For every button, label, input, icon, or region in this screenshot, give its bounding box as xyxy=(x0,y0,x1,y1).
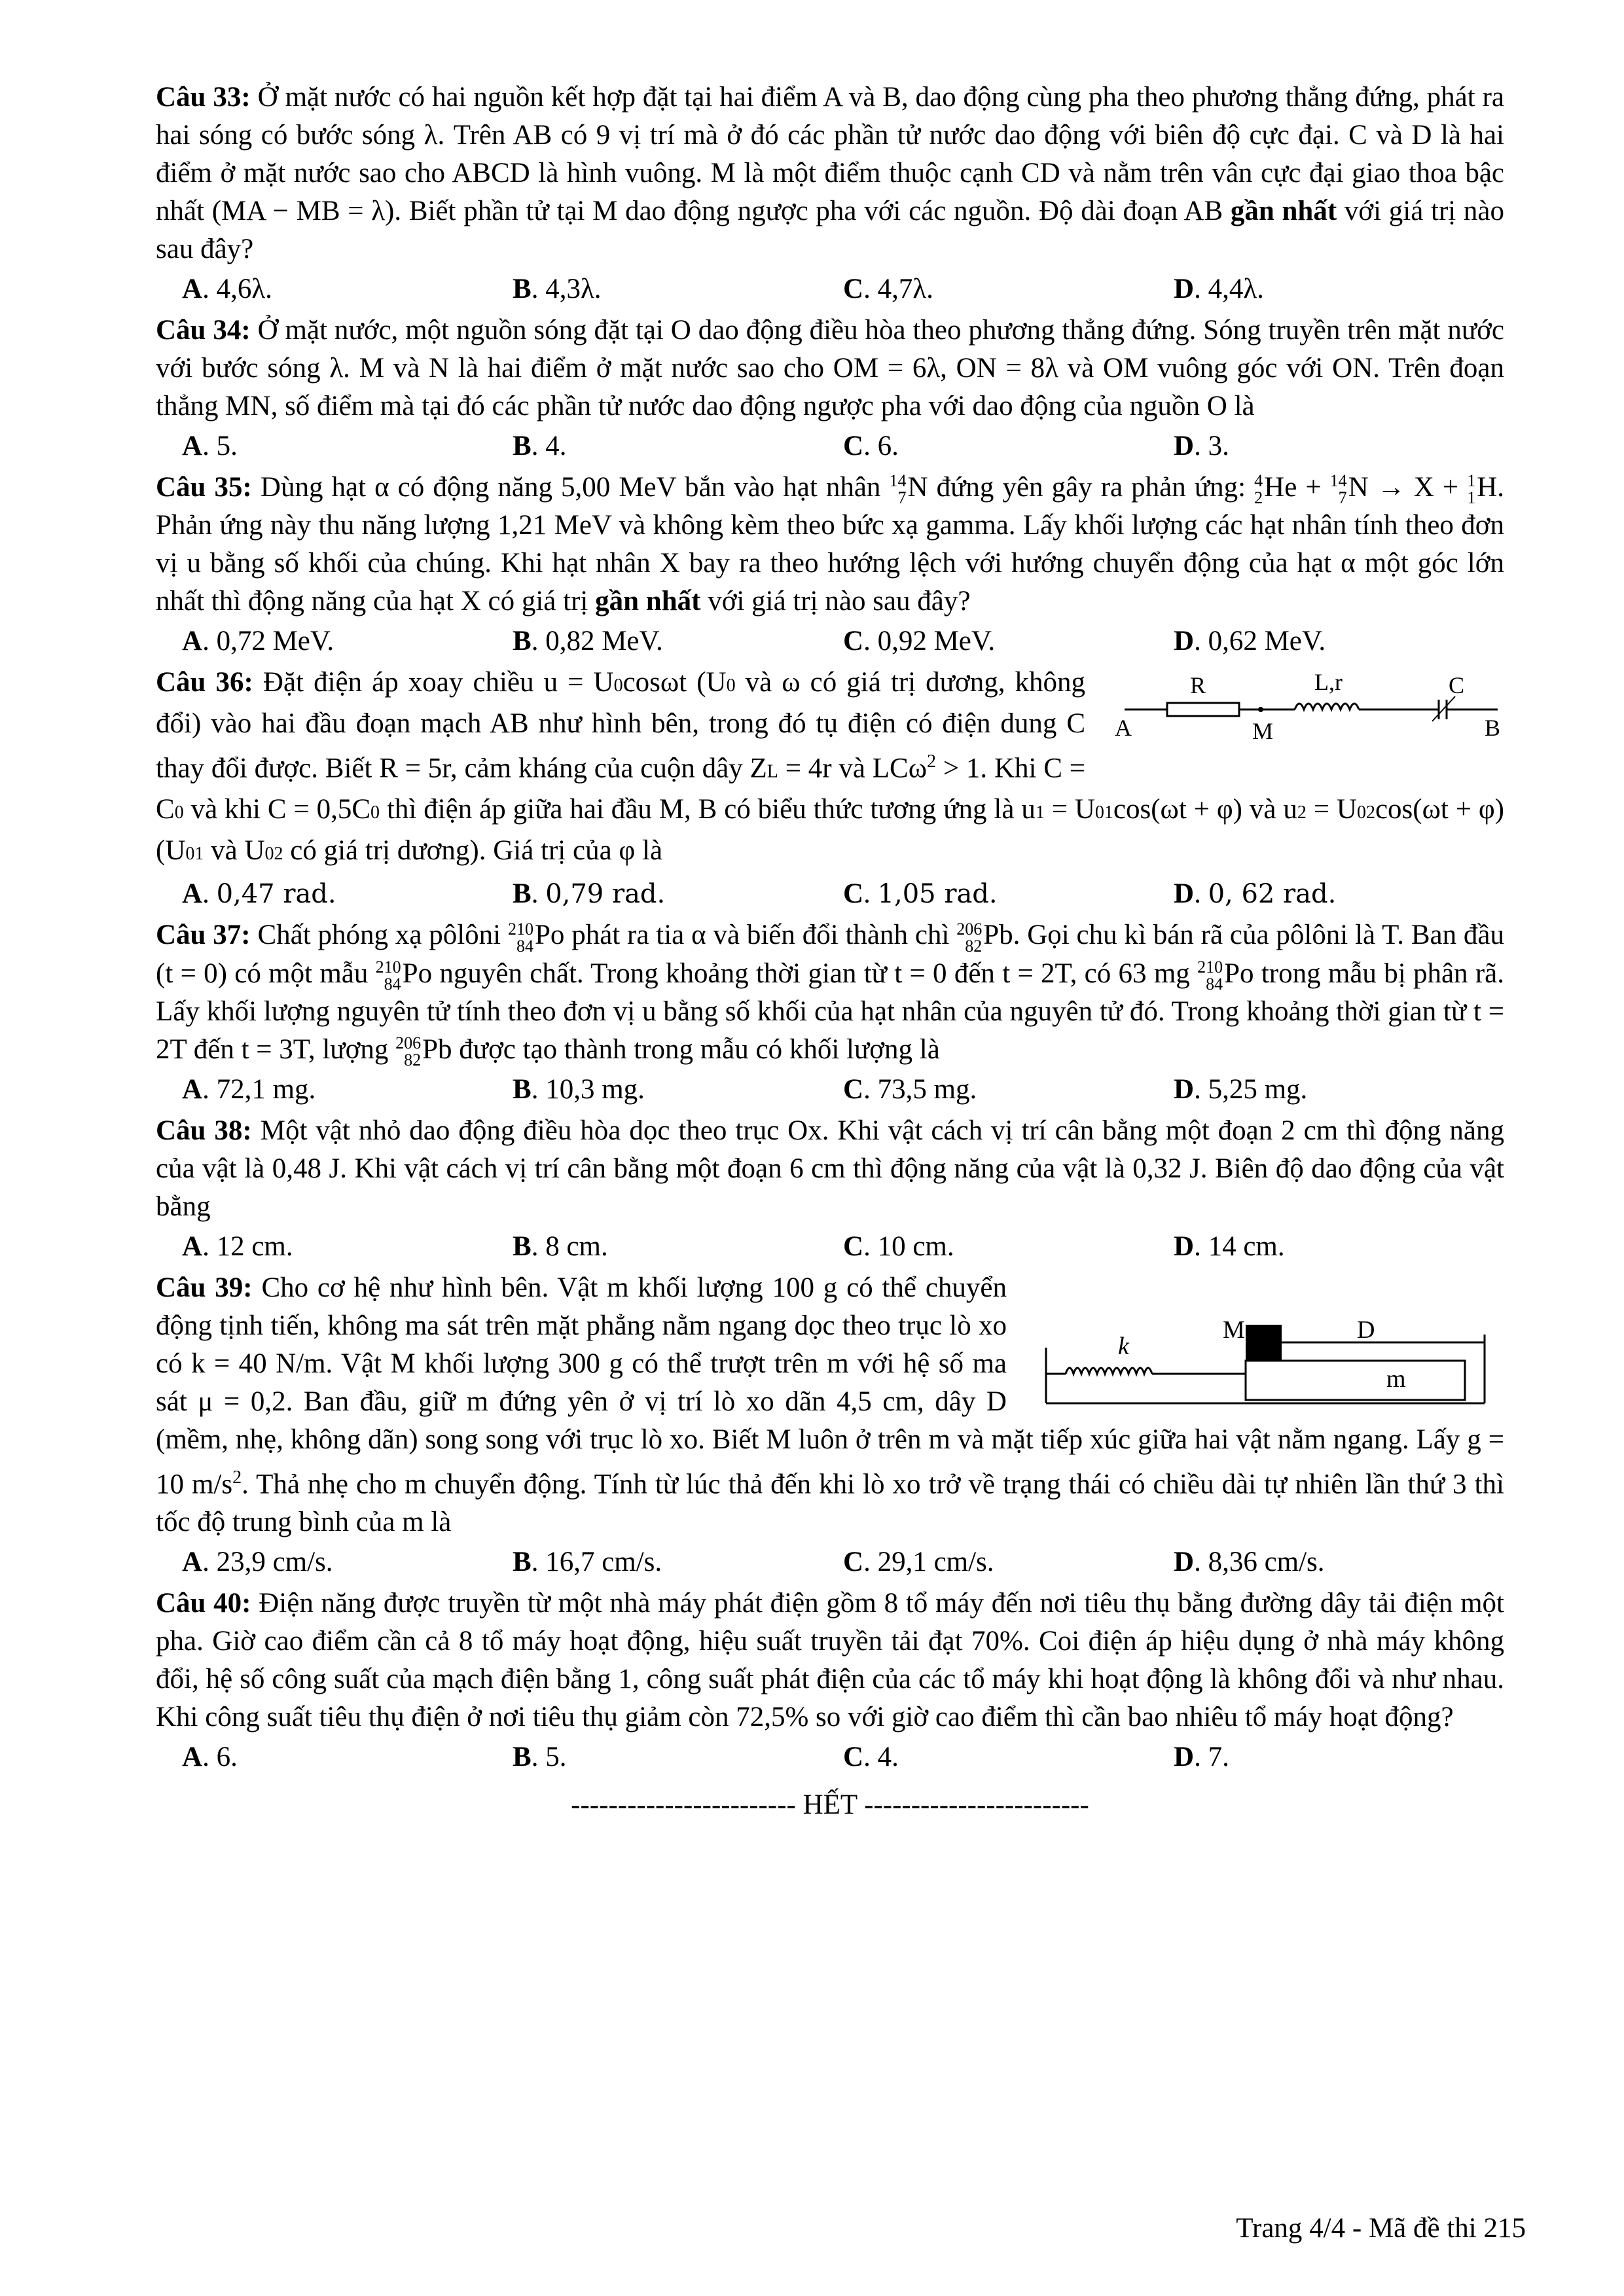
option-d[interactable]: D. 4,4λ. xyxy=(1174,274,1264,304)
option-b[interactable]: B. 5. xyxy=(513,1742,567,1773)
nuclide-po210: 210 84 xyxy=(507,919,533,956)
question-40: Câu 40: Điện năng được truyền từ một nhà máy phát điện gồm 8 tổ máy đến nơi tiêu thụ bằng đường dây tải điện một pha. Giờ cao điểm cần cả 8 tổ máy hoạt động, hiệu suất truyền tải đạt 70%. Coi điện áp hiệu dụng ở nhà máy không đổi, hệ số công suất của mạch điện bằng 1, công suất phát điện của các tổ máy khi hoạt động là không đổi và như nhau. Khi công suất tiêu thụ điện ở nơi tiêu thụ giảm còn 72,5% so với giờ cao điểm thì cần bao nhiêu tổ máy hoạt động? xyxy=(156,1588,1504,1733)
options-35 xyxy=(182,623,1504,660)
nuclide-po210: 210 84 xyxy=(375,957,401,994)
option-b[interactable]: B. 16,7 cm/s. xyxy=(513,1547,662,1578)
option-d[interactable]: D. 7. xyxy=(1174,1742,1229,1773)
option-a[interactable]: A. 5. xyxy=(182,431,238,461)
nuclide-pb206: 206 82 xyxy=(956,919,983,956)
exam-page xyxy=(156,79,1504,1821)
nuclide-h1: 1 1 xyxy=(1467,471,1476,508)
option-c[interactable]: C. 10 cm. xyxy=(843,1230,954,1262)
options-38 xyxy=(182,1229,1504,1265)
option-a[interactable]: A. 12 cm. xyxy=(182,1230,293,1262)
nuclide-n14: 14 7 xyxy=(1329,471,1347,508)
options-33 xyxy=(182,271,1504,308)
question-35: Câu 35: Dùng hạt α có động năng 5,00 MeV bắn vào hạt nhân 14 7 N đứng yên gây ra phản ứng: 4 2 He + 14 7 N → X + 1 1 H. Phản ứng này thu năng lượng 1,21 MeV và không kèm theo bức xạ gamma. Lấy khối lượng các hạt nhân tính theo đơn vị u bằng số khối của chúng. Khi hạt nhân X bay ra theo hướng lệch với hướng chuyển động của hạt α một góc lớn nhất thì động năng của hạt X có giá trị gần nhất với giá trị nào sau đây? xyxy=(156,471,1505,617)
option-d[interactable]: D. 8,36 cm/s. xyxy=(1174,1547,1325,1578)
options-40 xyxy=(182,1739,1504,1776)
label-m: M xyxy=(1252,718,1274,745)
spring xyxy=(1066,1368,1152,1374)
question-36: Câu 36: Đặt điện áp xoay chiều u = U0cosωt (U0 và ω có giá trị dương, không đổi) vào hai đầu đoạn mạch AB như hình bên, trong đó tụ điện có điện dung C thay đổi được. Biết R = 5r, cảm kháng của cuộn dây ZL = 4r và LCω$^2$ > 1. Khi C = C0 và khi C = 0,5C0 thì điện áp giữa hai đầu M, B có biểu thức tương ứng là u1 = U01cos(ωt + φ) và u2 = U02cos(ωt + φ) (U01 và U02 có giá trị dương). Giá trị của φ là xyxy=(156,667,1504,867)
option-c[interactable]: C. 0,92 MeV. xyxy=(843,626,996,657)
option-b[interactable]: B. 10,3 mg. xyxy=(513,1073,645,1105)
resistor xyxy=(1167,703,1239,716)
option-c[interactable]: C. 1,05 rad. xyxy=(843,878,998,910)
option-a[interactable]: A. 0,47 rad. xyxy=(182,878,336,910)
label-d: D xyxy=(1357,1316,1375,1344)
option-c[interactable]: C. 73,5 mg. xyxy=(843,1073,977,1105)
question-33: Câu 33: Ở mặt nước có hai nguồn kết hợp đặt tại hai điểm A và B, dao động cùng pha theo phương thẳng đứng, phát ra hai sóng có bước sóng λ. Trên AB có 9 vị trí mà ở đó các phần tử nước dao động với biên độ cực đại. C và D là hai điểm ở mặt nước sao cho ABCD là hình vuông. M là một điểm thuộc cạnh CD và nằm trên vân cực đại giao thoa bậc nhất (MA − MB = λ). Biết phần tử tại M dao động ngược pha với các nguồn. Độ dài đoạn AB gần nhất với giá trị nào sau đây? xyxy=(156,82,1505,264)
question-37: Câu 37: Chất phóng xạ pôlôni 210 84 Po phát ra tia α và biến đổi thành chì 206 82 Pb. Gọi chu kì bán rã của pôlôni là T. Ban đầu (t = 0) có một mẫu 210 84 Po nguyên chất. Trong khoảng thời gian từ t = 0 đến t = 2T, có 63 mg 210 84 Po trong mẫu bị phân rã. Lấy khối lượng nguyên tử tính theo đơn vị u bằng số khối của hạt nhân của nguyên tử đó. Trong khoảng thời gian từ t = 2T đến t = 3T, lượng 206 82 Pb được tạo thành trong mẫu có khối lượng là xyxy=(156,919,1505,1069)
option-a[interactable]: A. 4,6λ. xyxy=(182,274,272,304)
question-38: Câu 38: Một vật nhỏ dao động điều hòa dọc theo trục Ox. Khi vật cách vị trí cân bằng một đoạn 2 cm thì động năng của vật là 0,48 J. Khi vật cách vị trí cân bằng một đoạn 6 cm thì động năng của vật là 0,32 J. Biên độ dao động của vật bằng xyxy=(156,1115,1505,1222)
option-d[interactable]: D. 0, 62 rad. xyxy=(1174,878,1337,910)
inductor xyxy=(1295,704,1359,709)
nuclide-he4: 4 2 xyxy=(1254,471,1263,508)
option-d[interactable]: D. 5,25 mg. xyxy=(1174,1073,1308,1105)
block-big-m xyxy=(1246,1325,1282,1361)
block-m xyxy=(1246,1361,1465,1400)
options-36 xyxy=(182,876,1504,912)
nuclide-n14: 14 7 xyxy=(889,471,907,508)
end-marker: ------------------------ HẾT ------------------------ xyxy=(571,1789,1089,1821)
option-b[interactable]: B. 8 cm. xyxy=(513,1230,608,1262)
option-c[interactable]: C. 4. xyxy=(843,1742,899,1773)
option-d[interactable]: D. 3. xyxy=(1174,431,1229,461)
options-34 xyxy=(182,428,1504,465)
option-c[interactable]: C. 29,1 cm/s. xyxy=(843,1547,994,1578)
option-b[interactable]: B. 0,79 rad. xyxy=(513,878,666,910)
label-b: B xyxy=(1485,715,1501,742)
question-39: Câu 39: Cho cơ hệ như hình bên. Vật m khối lượng 100 g có thể chuyển động tịnh tiến, không ma sát trên mặt phẳng nằm ngang dọc theo trục lò xo có k = 40 N/m. Vật M khối lượng 300 g có thể trượt trên m với hệ số ma sát μ = 0,2. Ban đầu, giữ m đứng yên ở vị trí lò xo dãn 4,5 cm, dây D (mềm, nhẹ, không dãn) song song với trục lò xo. Biết M luôn ở trên m và mặt tiếp xúc giữa hai vật nằm ngang. Lấy g = 10 $m/s^2$. Thả nhẹ cho m chuyển động. Tính từ lúc thả đến khi lò xo trở về trạng thái có chiều dài tự nhiên lần thứ 3 thì tốc độ trung bình của m là xyxy=(156,1272,1504,1538)
option-a[interactable]: A. 0,72 MeV. xyxy=(182,626,334,657)
nuclide-pb206: 206 82 xyxy=(395,1033,422,1069)
label-small-m: m xyxy=(1386,1365,1406,1393)
option-a[interactable]: A. 6. xyxy=(182,1742,238,1773)
option-d[interactable]: D. 14 cm. xyxy=(1174,1230,1285,1262)
option-b[interactable]: B. 0,82 MeV. xyxy=(513,626,663,657)
option-c[interactable]: C. 4,7λ. xyxy=(843,274,933,304)
label-big-m: M xyxy=(1223,1316,1245,1344)
label-k: k xyxy=(1118,1332,1129,1360)
option-c[interactable]: C. 6. xyxy=(843,431,899,461)
options-39 xyxy=(182,1544,1504,1581)
option-a[interactable]: A. 23,9 cm/s. xyxy=(182,1547,333,1578)
label-a: A xyxy=(1115,715,1132,742)
option-b[interactable]: B. 4,3λ. xyxy=(513,274,602,304)
label-r: R xyxy=(1190,672,1206,699)
question-34: Câu 34: Ở mặt nước, một nguồn sóng đặt tại O dao động điều hòa theo phương thẳng đứng. Sóng truyền trên mặt nước với bước sóng λ. M và N là hai điểm ở mặt nước sao cho OM = 6λ, ON = 8λ và OM vuông góc với ON. Trên đoạn thẳng MN, số điểm mà tại đó các phần tử nước dao động ngược pha với dao động của nguồn O là xyxy=(156,315,1505,422)
page-footer: Trang 4/4 - Mã đề thi 215 xyxy=(1236,2213,1526,2244)
option-a[interactable]: A. 72,1 mg. xyxy=(182,1073,316,1105)
option-d[interactable]: D. 0,62 MeV. xyxy=(1174,626,1326,657)
nuclide-po210: 210 84 xyxy=(1197,957,1223,994)
circuit-diagram xyxy=(1111,670,1504,762)
label-lr: L,r xyxy=(1314,670,1343,696)
label-c: C xyxy=(1449,672,1465,699)
spring-block-diagram xyxy=(1033,1289,1504,1420)
options-37 xyxy=(182,1071,1504,1108)
option-b[interactable]: B. 4. xyxy=(513,431,567,461)
